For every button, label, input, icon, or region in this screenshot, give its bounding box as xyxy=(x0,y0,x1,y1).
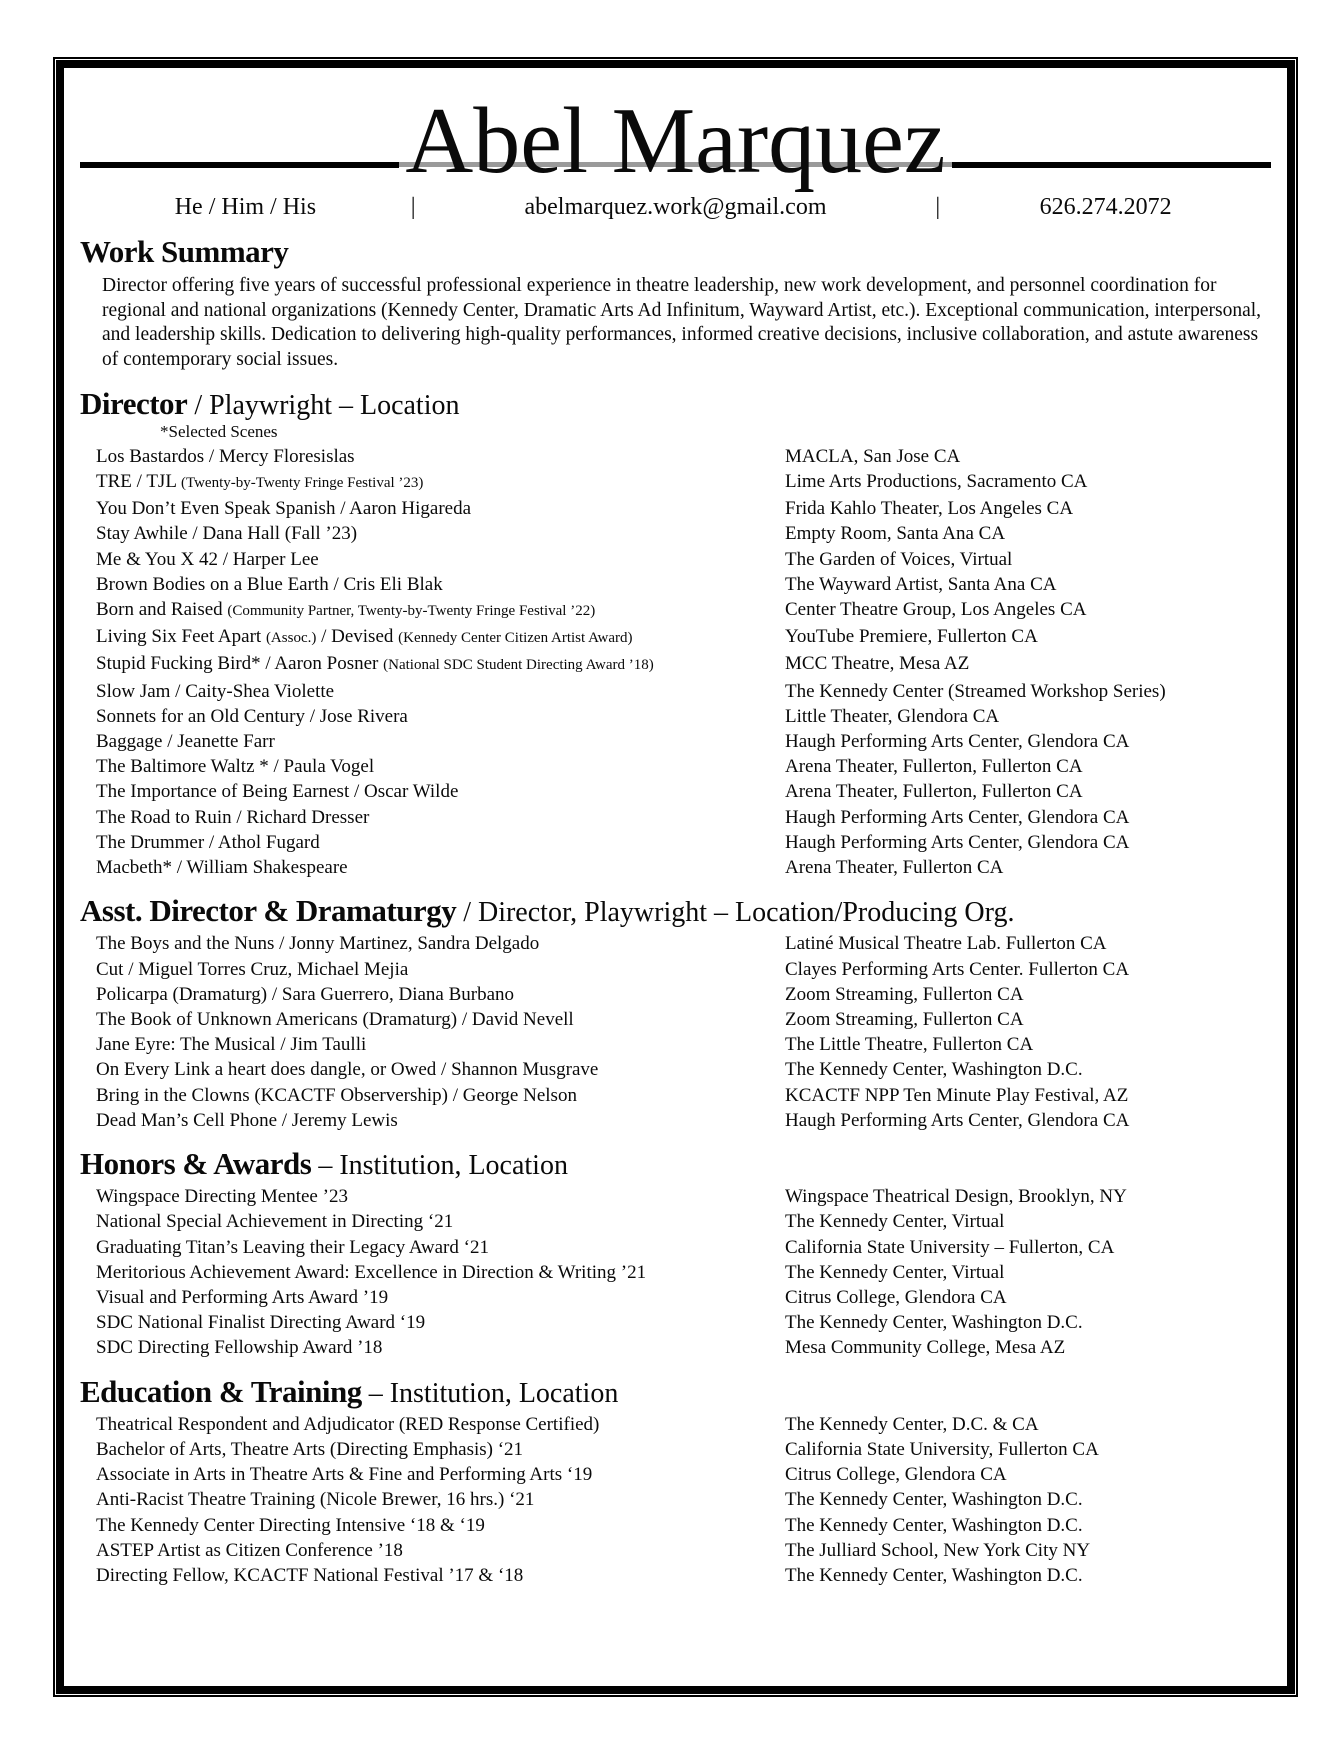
credit-title xyxy=(80,1083,785,1108)
credit-title xyxy=(80,957,785,982)
credit-row xyxy=(80,444,1271,469)
credit-row xyxy=(80,805,1271,830)
credit-title xyxy=(80,1563,785,1588)
credit-location: Little Theater, Glendora CA xyxy=(785,705,1000,727)
credit-location: Citrus College, Glendora CA xyxy=(785,1287,1007,1309)
credit-title xyxy=(80,1335,785,1360)
credit-location: Arena Theater, Fullerton, Fullerton CA xyxy=(785,756,1083,778)
section-heading-rest: – Institution, Location xyxy=(311,1150,568,1182)
credit-location: Lime Arts Productions, Sacramento CA xyxy=(785,470,1088,492)
credit-title xyxy=(80,1412,785,1437)
credit-location: The Kennedy Center, Washington D.C. xyxy=(785,1514,1083,1536)
section-director xyxy=(80,386,1271,881)
credit-title xyxy=(80,1285,785,1310)
section-heading-bold: Asst. Director & Dramaturgy xyxy=(80,893,457,929)
section-heading xyxy=(80,1146,1271,1182)
credit-title-text: Associate in Arts in Theatre Arts & Fine and Performing Arts ‘19 xyxy=(96,1464,593,1486)
name-row xyxy=(80,89,1271,193)
credit-title-text: Living Six Feet Apart xyxy=(96,626,266,648)
credit-title-text: Stay Awhile / Dana Hall (Fall ’23) xyxy=(96,523,358,545)
credit-location: Haugh Performing Arts Center, Glendora CA xyxy=(785,1109,1130,1131)
credit-title xyxy=(80,805,785,830)
credit-title xyxy=(80,830,785,855)
credit-row xyxy=(80,1108,1271,1133)
section-asst-director xyxy=(80,893,1271,1133)
credit-row xyxy=(80,496,1271,521)
credit-title-note: (Assoc.) xyxy=(265,630,317,647)
credit-title-text: Slow Jam / Caity-Shea Violette xyxy=(96,680,335,702)
credit-title-text: Born and Raised xyxy=(96,598,228,620)
credit-row xyxy=(80,1209,1271,1234)
credit-title-text: The Boys and the Nuns / Jonny Martinez, Sandra Delgado xyxy=(96,933,540,955)
credit-title-text: SDC National Finalist Directing Award ‘19 xyxy=(96,1312,426,1334)
credit-title xyxy=(80,597,785,624)
credit-title-text: Anti-Racist Theatre Training (Nicole Brewer, 16 hrs.) ‘21 xyxy=(96,1489,535,1511)
asst-director-credits xyxy=(80,931,1271,1133)
credit-location: The Kennedy Center, Washington D.C. xyxy=(785,1565,1083,1587)
credit-location: Empty Room, Santa Ana CA xyxy=(785,523,1006,545)
credit-title-text: On Every Link a heart does dangle, or Owed / Shannon Musgrave xyxy=(96,1059,599,1081)
credit-location: Haugh Performing Arts Center, Glendora CA xyxy=(785,806,1130,828)
credit-row xyxy=(80,1437,1271,1462)
credit-row xyxy=(80,1057,1271,1082)
credit-location: The Kennedy Center, Washington D.C. xyxy=(785,1489,1083,1511)
selected-scenes-note: *Selected Scenes xyxy=(160,421,278,441)
credit-title-text: Cut / Miguel Torres Cruz, Michael Mejia xyxy=(96,958,409,980)
credit-title xyxy=(80,779,785,804)
credit-location: Latiné Musical Theatre Lab. Fullerton CA xyxy=(785,933,1107,955)
credit-title-text: Meritorious Achievement Award: Excellence in Direction & Writing ’21 xyxy=(96,1261,647,1283)
credit-location: The Julliard School, New York City NY xyxy=(785,1539,1091,1561)
credit-title-text: Policarpa (Dramaturg) / Sara Guerrero, Diana Burbano xyxy=(96,983,515,1005)
credit-title xyxy=(80,651,785,678)
credit-row xyxy=(80,1083,1271,1108)
credit-title xyxy=(80,521,785,546)
credit-location: The Wayward Artist, Santa Ana CA xyxy=(785,573,1057,595)
credit-row xyxy=(80,1513,1271,1538)
section-heading xyxy=(80,234,1271,270)
credit-row xyxy=(80,754,1271,779)
credit-title-note: (Community Partner, Twenty-by-Twenty Fringe Festival ’22) xyxy=(227,602,596,619)
credit-title xyxy=(80,1310,785,1335)
credit-title xyxy=(80,679,785,704)
credit-title xyxy=(80,496,785,521)
section-heading xyxy=(80,1374,1271,1410)
header xyxy=(80,89,1271,221)
credit-location: Frida Kahlo Theater, Los Angeles CA xyxy=(785,498,1074,520)
credit-title-text: / Devised xyxy=(316,626,399,648)
credit-title xyxy=(80,1487,785,1512)
credit-row xyxy=(80,982,1271,1007)
section-education xyxy=(80,1374,1271,1589)
credit-row xyxy=(80,1007,1271,1032)
section-honors xyxy=(80,1146,1271,1361)
credit-row xyxy=(80,1563,1271,1588)
credit-row xyxy=(80,704,1271,729)
credit-title-text: Los Bastardos / Mercy Floresislas xyxy=(96,445,355,467)
section-heading-bold: Honors & Awards xyxy=(80,1146,312,1182)
contact-separator: | xyxy=(935,194,941,220)
credit-title-text: You Don’t Even Speak Spanish / Aaron Higareda xyxy=(96,498,472,520)
credit-location: YouTube Premiere, Fullerton CA xyxy=(785,626,1038,648)
credit-location: The Little Theatre, Fullerton CA xyxy=(785,1034,1034,1056)
credit-title-text: TRE / TJL xyxy=(96,470,181,492)
credit-title-text: Brown Bodies on a Blue Earth / Cris Eli Blak xyxy=(96,573,443,595)
credit-title-text: Wingspace Directing Mentee ’23 xyxy=(96,1186,348,1208)
credit-row xyxy=(80,572,1271,597)
credit-title xyxy=(80,1007,785,1032)
credit-location: Arena Theater, Fullerton CA xyxy=(785,857,1004,878)
credit-location: California State University – Fullerton, CA xyxy=(785,1236,1115,1258)
credit-row xyxy=(80,1487,1271,1512)
credit-title xyxy=(80,1260,785,1285)
credit-location: The Kennedy Center (Streamed Workshop Series) xyxy=(785,680,1166,702)
credit-title xyxy=(80,1235,785,1260)
credit-title-text: Directing Fellow, KCACTF National Festival ’17 & ‘18 xyxy=(96,1565,524,1587)
credit-location: Haugh Performing Arts Center, Glendora CA xyxy=(785,831,1130,853)
credit-row xyxy=(80,651,1271,678)
credit-title-text: Graduating Titan’s Leaving their Legacy Award ‘21 xyxy=(96,1236,489,1258)
section-heading-rest: / Playwright – Location xyxy=(187,389,460,421)
pronouns: He / Him / His xyxy=(174,194,317,220)
phone: 626.274.2072 xyxy=(1039,194,1172,220)
credit-title-text: Dead Man’s Cell Phone / Jeremy Lewis xyxy=(96,1109,398,1131)
credit-location: The Kennedy Center, D.C. & CA xyxy=(785,1413,1039,1435)
section-work-summary xyxy=(80,234,1271,373)
credit-title-text: Sonnets for an Old Century / Jose Rivera xyxy=(96,705,408,727)
credit-location: MCC Theatre, Mesa AZ xyxy=(785,653,970,675)
education-list xyxy=(80,1412,1271,1588)
credit-title xyxy=(80,547,785,572)
section-heading-bold: Work Summary xyxy=(80,234,289,269)
credit-row xyxy=(80,679,1271,704)
credit-title xyxy=(80,1462,785,1487)
credit-location: Zoom Streaming, Fullerton CA xyxy=(785,983,1024,1005)
credit-row xyxy=(80,1184,1271,1209)
credit-row xyxy=(80,931,1271,956)
credit-row xyxy=(80,1335,1271,1360)
name-underline-right xyxy=(952,162,1271,168)
credit-title-note: (Twenty-by-Twenty Fringe Festival ’23) xyxy=(180,474,424,491)
credit-title-note: (National SDC Student Directing Award ’18) xyxy=(383,657,654,674)
credit-row xyxy=(80,1538,1271,1563)
credit-location: Mesa Community College, Mesa AZ xyxy=(785,1337,1066,1359)
credit-row xyxy=(80,1462,1271,1487)
credit-title xyxy=(80,1032,785,1057)
credit-title xyxy=(80,1209,785,1234)
credit-location: The Garden of Voices, Virtual xyxy=(785,548,1013,570)
credit-title-text: Macbeth* / William Shakespeare xyxy=(96,857,348,878)
credit-location: Wingspace Theatrical Design, Brooklyn, NY xyxy=(785,1186,1127,1208)
credit-title xyxy=(80,855,785,880)
credit-title-note: (Kennedy Center Citizen Artist Award) xyxy=(398,630,633,647)
credit-title xyxy=(80,982,785,1007)
section-heading xyxy=(80,893,1271,929)
credit-location: The Kennedy Center, Virtual xyxy=(785,1261,1005,1283)
credit-location: MACLA, San Jose CA xyxy=(785,445,961,467)
credit-title-text: National Special Achievement in Directing ‘21 xyxy=(96,1211,454,1233)
credit-row xyxy=(80,1412,1271,1437)
credit-title xyxy=(80,624,785,651)
credit-location: KCACTF NPP Ten Minute Play Festival, AZ xyxy=(785,1084,1129,1106)
credit-title xyxy=(80,444,785,469)
section-heading-bold: Education & Training xyxy=(80,1373,362,1409)
credit-title xyxy=(80,572,785,597)
credit-row xyxy=(80,957,1271,982)
credit-row xyxy=(80,1032,1271,1057)
email: abelmarquez.work@gmail.com xyxy=(524,194,827,220)
credit-location: Center Theatre Group, Los Angeles CA xyxy=(785,598,1087,620)
credit-title xyxy=(80,1184,785,1209)
resume-page xyxy=(56,60,1295,1694)
credit-title xyxy=(80,469,785,496)
credit-title-text: The Book of Unknown Americans (Dramaturg) / David Nevell xyxy=(96,1009,574,1030)
credit-row xyxy=(80,779,1271,804)
credit-title-text: The Kennedy Center Directing Intensive ‘18 & ‘19 xyxy=(96,1514,485,1536)
credit-location: The Kennedy Center, Virtual xyxy=(785,1211,1005,1233)
credit-location: Haugh Performing Arts Center, Glendora CA xyxy=(785,730,1130,752)
credit-location: Arena Theater, Fullerton, Fullerton CA xyxy=(785,781,1083,803)
credit-row xyxy=(80,855,1271,880)
credit-location: The Kennedy Center, Washington D.C. xyxy=(785,1312,1083,1334)
credit-title-text: The Drummer / Athol Fugard xyxy=(96,831,320,853)
section-heading-rest: / Director, Playwright – Location/Producing Org. xyxy=(456,897,1015,929)
name-underline-left xyxy=(80,162,399,168)
credit-title xyxy=(80,1513,785,1538)
work-summary-paragraph: Director offering five years of successful professional experience in theatre leadership, new work development, and personnel coordination for regional and national organizations (Kennedy Center, Dramatic Arts Ad Infinitum, Wayward Artist, etc.). Exceptional communication, interpersonal, and leadership skills. Dedication to delivering high-quality performances, informed creative decisions, inclusive collaboration, and astute awareness of contemporary social issues. xyxy=(102,275,1262,370)
credit-title xyxy=(80,1057,785,1082)
credit-row xyxy=(80,1285,1271,1310)
credit-location: Clayes Performing Arts Center. Fullerton CA xyxy=(785,958,1130,980)
credit-location: Citrus College, Glendora CA xyxy=(785,1464,1007,1486)
honors-list xyxy=(80,1184,1271,1360)
credit-title-text: The Road to Ruin / Richard Dresser xyxy=(96,806,370,828)
section-heading-bold: Director xyxy=(80,385,188,421)
section-heading xyxy=(80,386,1271,422)
credit-title xyxy=(80,754,785,779)
credit-row xyxy=(80,729,1271,754)
credit-row xyxy=(80,1260,1271,1285)
page-border-frame xyxy=(53,57,1298,1697)
credit-title-text: Bring in the Clowns (KCACTF Observership) / George Nelson xyxy=(96,1084,577,1106)
credit-title-text: Baggage / Jeanette Farr xyxy=(96,730,275,752)
credit-title xyxy=(80,1538,785,1563)
credit-title-text: The Baltimore Waltz * / Paula Vogel xyxy=(96,756,375,778)
director-credits xyxy=(80,444,1271,880)
credit-title-text: Stupid Fucking Bird* / Aaron Posner xyxy=(96,653,384,675)
credit-row xyxy=(80,1235,1271,1260)
credit-title xyxy=(80,729,785,754)
credit-title-text: Me & You X 42 / Harper Lee xyxy=(96,548,319,570)
contact-separator: | xyxy=(410,194,416,220)
credit-row xyxy=(80,521,1271,546)
credit-title-text: SDC Directing Fellowship Award ’18 xyxy=(96,1337,383,1359)
section-heading-rest: – Institution, Location xyxy=(361,1377,619,1409)
credit-row xyxy=(80,469,1271,496)
credit-title xyxy=(80,1108,785,1133)
credit-location: Zoom Streaming, Fullerton CA xyxy=(785,1009,1024,1030)
credit-location: California State University, Fullerton CA xyxy=(785,1439,1099,1461)
credit-row xyxy=(80,1310,1271,1335)
credit-title-text: Theatrical Respondent and Adjudicator (RED Response Certified) xyxy=(96,1413,600,1435)
credit-title-text: Jane Eyre: The Musical / Jim Taulli xyxy=(96,1034,367,1056)
credit-row xyxy=(80,830,1271,855)
credit-title xyxy=(80,704,785,729)
page-title: Abel Marquez xyxy=(399,94,951,188)
credit-row xyxy=(80,597,1271,624)
credit-title-text: Visual and Performing Arts Award ’19 xyxy=(96,1287,389,1309)
credit-title-text: Bachelor of Arts, Theatre Arts (Directing Emphasis) ‘21 xyxy=(96,1439,524,1461)
credit-row xyxy=(80,547,1271,572)
credit-title-text: The Importance of Being Earnest / Oscar Wilde xyxy=(96,781,459,803)
credit-location: The Kennedy Center, Washington D.C. xyxy=(785,1059,1083,1081)
credit-title xyxy=(80,931,785,956)
contact-row xyxy=(80,194,1271,221)
credit-title xyxy=(80,1437,785,1462)
credit-title-text: ASTEP Artist as Citizen Conference ’18 xyxy=(96,1539,403,1561)
credit-row xyxy=(80,624,1271,651)
